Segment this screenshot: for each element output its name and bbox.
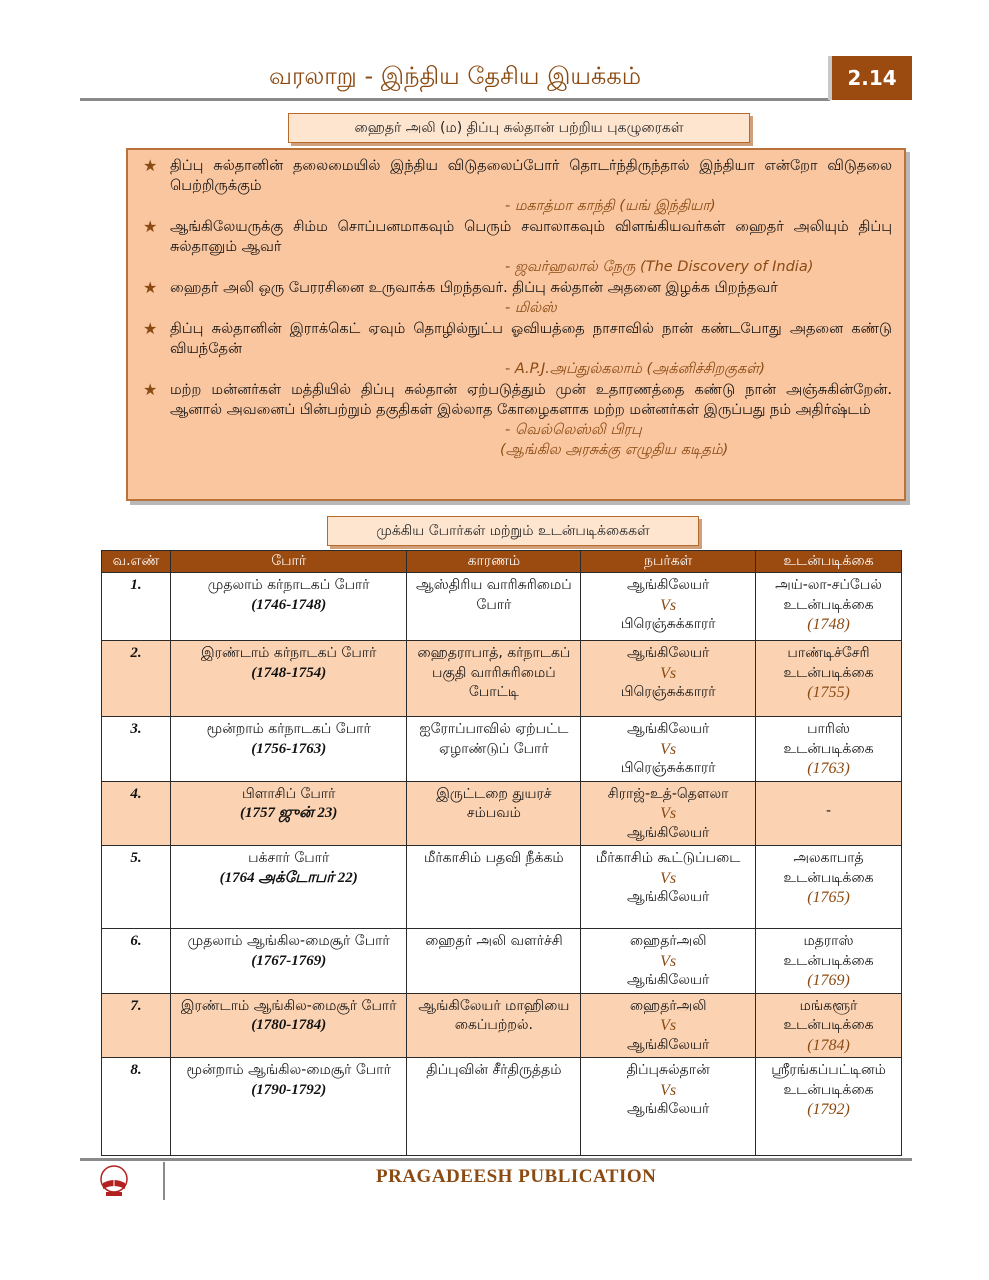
- row-number: 6.: [102, 929, 171, 994]
- treaty-year: (1763): [807, 760, 850, 777]
- cause-cell: ஹைதர் அலி வளர்ச்சி: [407, 929, 581, 994]
- war-year: (1764 அக்டோபர் 22): [219, 869, 358, 886]
- header-war: போர்: [170, 551, 407, 573]
- war-year: (1790-1792): [251, 1081, 327, 1098]
- table-row: [102, 641, 902, 717]
- war-name: பக்சார் போர்: [248, 850, 330, 866]
- header-cause: காரணம்: [407, 551, 581, 573]
- treaty-year: (1784): [807, 1036, 850, 1054]
- party-one: மீர்காசிம் கூட்டுப்படை: [595, 850, 741, 866]
- war-cell: [170, 1058, 407, 1156]
- war-year: (1757 ஜுன் 23): [240, 805, 338, 821]
- treaty-name: அய்-லா-சப்பேல் உடன்படிக்கை: [775, 577, 882, 613]
- versus-label: Vs: [660, 805, 677, 822]
- versus-label: Vs: [660, 869, 677, 887]
- table-row: [102, 717, 902, 782]
- treaty-cell: [756, 929, 902, 994]
- war-cell: [170, 929, 407, 994]
- battles-section-title: முக்கிய போர்கள் மற்றும் உடன்படிக்கைகள்: [327, 516, 699, 546]
- cause-cell: ஹைதராபாத், கர்நாடகப் பகுதி வாரிசுரிமைப் போட்டி: [407, 641, 581, 717]
- party-one: ஹைதர்அலி: [629, 997, 707, 1014]
- quote-author: - ஜவர்ஹலால் நேரு (The Discovery of India): [505, 259, 814, 275]
- war-name: முதலாம் ஆங்கில-மைசூர் போர்: [187, 933, 390, 949]
- war-year: (1780-1784): [251, 1017, 327, 1033]
- versus-label: Vs: [660, 1081, 677, 1099]
- quote-author: - மகாத்மா காந்தி (யங் இந்தியா): [505, 198, 716, 214]
- treaty-cell: [756, 846, 902, 929]
- treaty-name: பாரிஸ் உடன்படிக்கை: [783, 721, 874, 757]
- parties-cell: [581, 846, 756, 929]
- footer-divider: [80, 1158, 912, 1161]
- treaty-cell: [756, 1058, 902, 1156]
- war-cell: [170, 717, 407, 782]
- parties-cell: [581, 717, 756, 782]
- quote-item: [140, 380, 892, 460]
- publisher-name: PRAGADEESH PUBLICATION: [376, 1166, 657, 1187]
- versus-label: Vs: [660, 596, 677, 614]
- table-row: [102, 781, 902, 846]
- cause-cell: மீர்காசிம் பதவி நீக்கம்: [407, 846, 581, 929]
- star-icon: ★: [143, 217, 158, 236]
- treaty-year: (1748): [807, 616, 850, 633]
- versus-label: Vs: [660, 1017, 677, 1034]
- parties-cell: [581, 1058, 756, 1156]
- page-title: வரலாறு - இந்திய தேசிய இயக்கம்: [268, 62, 642, 90]
- party-two: பிரெஞ்சுக்காரர்: [620, 760, 716, 776]
- party-two: ஆங்கிலேயர்: [626, 824, 710, 841]
- cause-cell: இருட்டறை துயரச் சம்பவம்: [407, 781, 581, 846]
- treaty-name: பாண்டிச்சேரி உடன்படிக்கை: [783, 645, 874, 681]
- row-number: 4.: [102, 781, 171, 846]
- treaty-year: (1792): [807, 1101, 850, 1118]
- star-icon: ★: [143, 319, 158, 338]
- war-name: பிளாசிப் போர்: [241, 785, 336, 802]
- war-year: (1746-1748): [251, 596, 327, 613]
- treaty-year: (1769): [807, 972, 850, 989]
- party-one: திப்புசுல்தான்: [626, 1062, 710, 1078]
- parties-cell: [581, 781, 756, 846]
- cause-cell: ஆங்கிலேயர் மாஹியை கைப்பற்றல்.: [407, 993, 581, 1058]
- header-treaty: உடன்படிக்கை: [756, 551, 902, 573]
- treaty-name: அலகாபாத் உடன்படிக்கை: [783, 850, 874, 886]
- party-one: ஆங்கிலேயர்: [626, 721, 710, 737]
- party-two: ஆங்கிலேயர்: [626, 889, 710, 905]
- parties-cell: [581, 993, 756, 1058]
- header-divider: [80, 98, 830, 101]
- war-year: (1748-1754): [251, 664, 327, 681]
- war-year: (1767-1769): [251, 952, 327, 969]
- row-number: 5.: [102, 846, 171, 929]
- party-one: ஹைதர்அலி: [629, 933, 707, 949]
- quote-author: - மில்ஸ்: [505, 300, 557, 316]
- row-number: 3.: [102, 717, 171, 782]
- war-name: மூன்றாம் கர்நாடகப் போர்: [206, 721, 371, 737]
- quote-author-note: (ஆங்கில அரசுக்கு எழுதிய கடிதம்): [500, 442, 729, 458]
- war-cell: [170, 641, 407, 717]
- treaty-name: -: [825, 802, 832, 819]
- treaty-year: (1765): [807, 889, 850, 906]
- header-parties: நபர்கள்: [581, 551, 756, 573]
- war-name: இரண்டாம் கர்நாடகப் போர்: [201, 645, 377, 661]
- quote-text: மற்ற மன்னர்கள் மத்தியில் திப்பு சுல்தான் ஏற்படுத்தும் முன் உதாரணத்தை கண்டு நான் அஞ்சுகின்றேன். ஆனால் அவனைப் பின்பற்றும் தகுதிகள் இல்லாத கோழைகளாக மற்ற மன்னர்கள் இருப்பது நம் அதிர்ஷ்டம்: [170, 382, 892, 418]
- treaty-name: ஸ்ரீரங்கப்பட்டினம் உடன்படிக்கை: [771, 1062, 886, 1098]
- war-name: முதலாம் கர்நாடகப் போர்: [207, 577, 370, 593]
- party-one: ஆங்கிலேயர்: [626, 645, 710, 661]
- parties-cell: [581, 641, 756, 717]
- party-two: பிரெஞ்சுக்காரர்: [620, 684, 716, 700]
- quote-item: [140, 217, 892, 277]
- war-cell: [170, 781, 407, 846]
- treaty-cell: [756, 717, 902, 782]
- quotes-box: [126, 148, 906, 501]
- war-cell: [170, 846, 407, 929]
- treaty-name: மங்களூர் உடன்படிக்கை: [783, 997, 874, 1033]
- parties-cell: [581, 573, 756, 641]
- treaty-cell: [756, 641, 902, 717]
- book-logo-icon: [90, 1163, 138, 1199]
- party-one: ஆங்கிலேயர்: [626, 577, 710, 593]
- war-name: இரண்டாம் ஆங்கில-மைசூர் போர்: [180, 997, 397, 1014]
- versus-label: Vs: [660, 740, 677, 758]
- table-header-row: [102, 551, 902, 573]
- quote-text: திப்பு சுல்தானின் தலைமையில் இந்திய விடுதலைப்போர் தொடர்ந்திருந்தால் இந்தியா என்றோ விடுதலை பெற்றிருக்கும்: [170, 158, 892, 194]
- war-year: (1756-1763): [251, 740, 327, 757]
- table-row: [102, 929, 902, 994]
- quote-item: [140, 156, 892, 216]
- versus-label: Vs: [660, 952, 677, 970]
- quote-author: - A.P.J.அப்துல்கலாம் (அக்னிச்சிறகுகள்): [505, 361, 766, 377]
- quote-text: ஹைதர் அலி ஒரு பேரரசினை உருவாக்க பிறந்தவர். திப்பு சுல்தான் அதனை இழக்க பிறந்தவர்: [170, 280, 778, 296]
- star-icon: ★: [143, 278, 158, 297]
- quote-item: [140, 319, 892, 379]
- row-number: 1.: [102, 573, 171, 641]
- treaty-name: மதராஸ் உடன்படிக்கை: [783, 933, 874, 969]
- quote-text: ஆங்கிலேயருக்கு சிம்ம சொப்பனமாகவும் பெரும் சவாலாகவும் விளங்கியவர்கள் ஹைதர் அலியும் திப்பு சுல்தானும் ஆவர்: [170, 219, 892, 255]
- treaty-cell: [756, 573, 902, 641]
- page-header: [80, 56, 912, 102]
- parties-cell: [581, 929, 756, 994]
- party-two: ஆங்கிலேயர்: [626, 1101, 710, 1117]
- war-cell: [170, 993, 407, 1058]
- battles-table: [101, 550, 902, 1156]
- footer-vertical-rule: [163, 1162, 165, 1200]
- row-number: 7.: [102, 993, 171, 1058]
- versus-label: Vs: [660, 664, 677, 682]
- cause-cell: ஆஸ்திரிய வாரிசுரிமைப் போர்: [407, 573, 581, 641]
- party-two: பிரெஞ்சுக்காரர்: [620, 616, 716, 632]
- party-one: சிராஜ்-உத்-தௌலா: [607, 785, 729, 802]
- page-number-badge: 2.14: [828, 56, 912, 100]
- table-row: [102, 1058, 902, 1156]
- star-icon: ★: [143, 380, 158, 399]
- quote-item: [140, 278, 892, 318]
- table-row: [102, 846, 902, 929]
- quote-author: - வெல்லெஸ்லி பிரபு: [505, 422, 642, 438]
- treaty-cell: [756, 993, 902, 1058]
- star-icon: ★: [143, 156, 158, 175]
- table-row: [102, 993, 902, 1058]
- war-cell: [170, 573, 407, 641]
- quotes-section-title: ஹைதர் அலி (ம) திப்பு சுல்தான் பற்றிய புகழுரைகள்: [288, 113, 750, 143]
- row-number: 2.: [102, 641, 171, 717]
- cause-cell: திப்புவின் சீர்திருத்தம்: [407, 1058, 581, 1156]
- treaty-year: (1755): [807, 684, 850, 701]
- row-number: 8.: [102, 1058, 171, 1156]
- header-serial: வ.எண்: [102, 551, 171, 573]
- party-two: ஆங்கிலேயர்: [626, 1036, 710, 1053]
- cause-cell: ஐரோப்பாவில் ஏற்பட்ட ஏழாண்டுப் போர்: [407, 717, 581, 782]
- treaty-cell: [756, 781, 902, 846]
- quote-text: திப்பு சுல்தானின் இராக்கெட் ஏவும் தொழில்நுட்ப ஓவியத்தை நாசாவில் நான் கண்டபோது அதனை கண்டு வியந்தேன்: [170, 321, 892, 357]
- war-name: மூன்றாம் ஆங்கில-மைசூர் போர்: [186, 1062, 391, 1078]
- table-row: [102, 573, 902, 641]
- party-two: ஆங்கிலேயர்: [626, 972, 710, 988]
